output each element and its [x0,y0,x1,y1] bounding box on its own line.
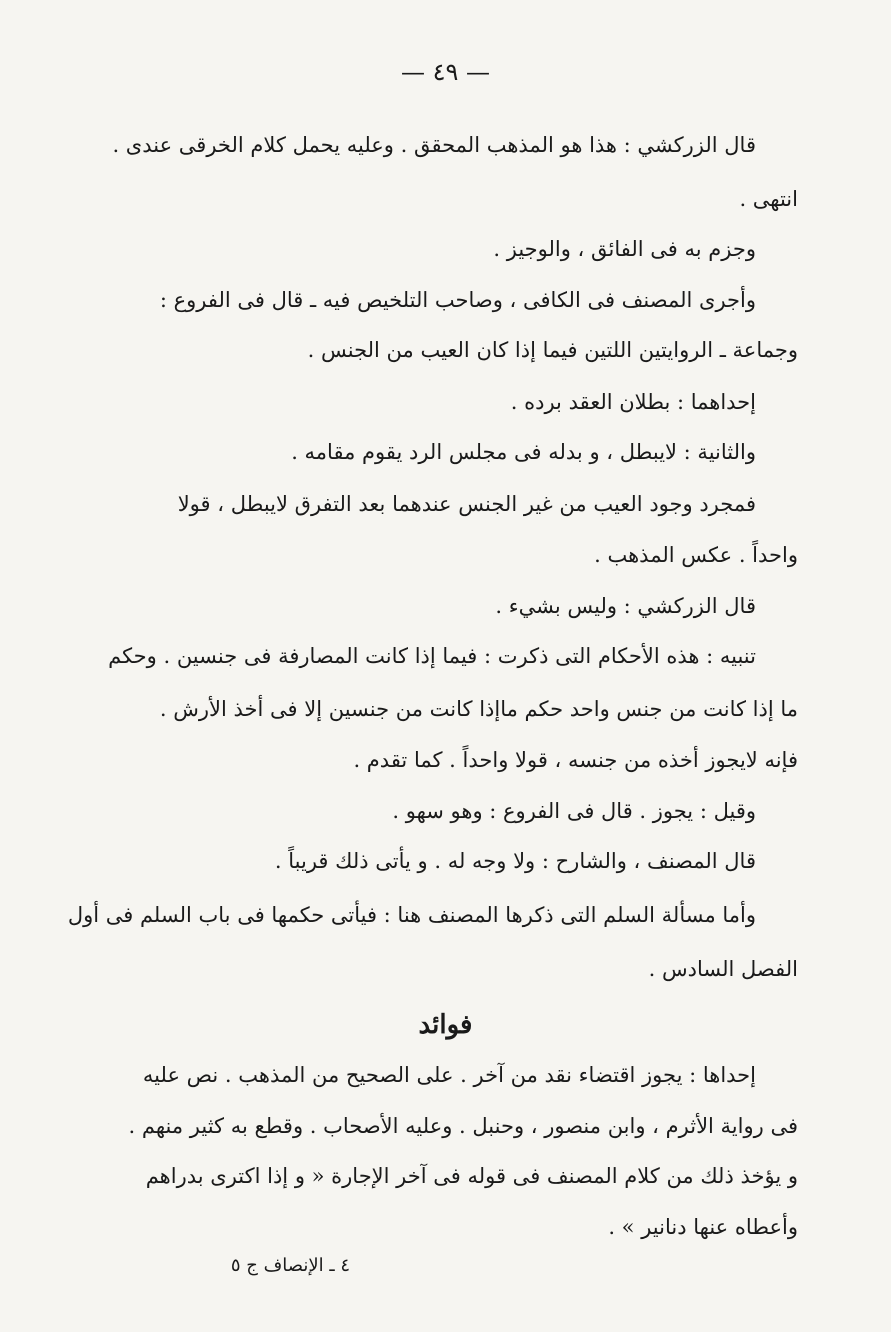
document-page: — ٤٩ — قال الزركشي : هذا هو المذهب المحقق . وعليه يحمل كلام الخرقى عندى . انتهى . وجزم به فى الفائق ، والوجيز . وأجرى المصنف فى الكافى ، وصاحب التلخيص فيه ـ قال فى الفروع : وجماعة ـ الروايتين اللتين فيما إذا كان العيب من الجنس . إحداهما : بطلان العقد برده . والثانية : لايبطل ، و بدله فى مجلس الرد يقوم مقامه . فمجرد وجود العيب من غير الجنس عندهما بعد التفرق لايبطل ، قولا واحداً . عكس المذهب . قال الزركشي : وليس بشيء . تنبيه : هذه الأحكام التى ذكرت : فيما إذا كانت المصارفة فى جنسين . وحكم ما إذا كانت من جنس واحد حكم ماإذا كانت من جنسين إلا فى أخذ الأرش . فإنه لايجوز أخذه من جنسه ، قولا واحداً . كما تقدم . وقيل : يجوز . قال فى الفروع : وهو سهو . قال المصنف ، والشارح : ولا وجه له . و يأتى ذلك قريباً . وأما مسألة السلم التى ذكرها المصنف هنا : فيأتى حكمها فى باب السلم فى أول الفصل السادس . فوائد إحداها : يجوز اقتضاء نقد من آخر . على الصحيح من المذهب . نص عليه فى رواية الأثرم ، وابن منصور ، وحنبل . وعليه الأصحاب . وقطع به كثير منهم . و يؤخذ ذلك من كلام المصنف فى قوله فى آخر الإجارة « و إذا اكترى بدراهم وأعطاه عنها دنانير » . ٤ ـ الإنصاف ج ٥ [0,0,891,1332]
section-heading: فوائد [418,1010,473,1040]
page-number: — ٤٩ — [400,58,491,86]
footer-signature: ٤ ـ الإنصاف ج ٥ [230,1255,350,1276]
